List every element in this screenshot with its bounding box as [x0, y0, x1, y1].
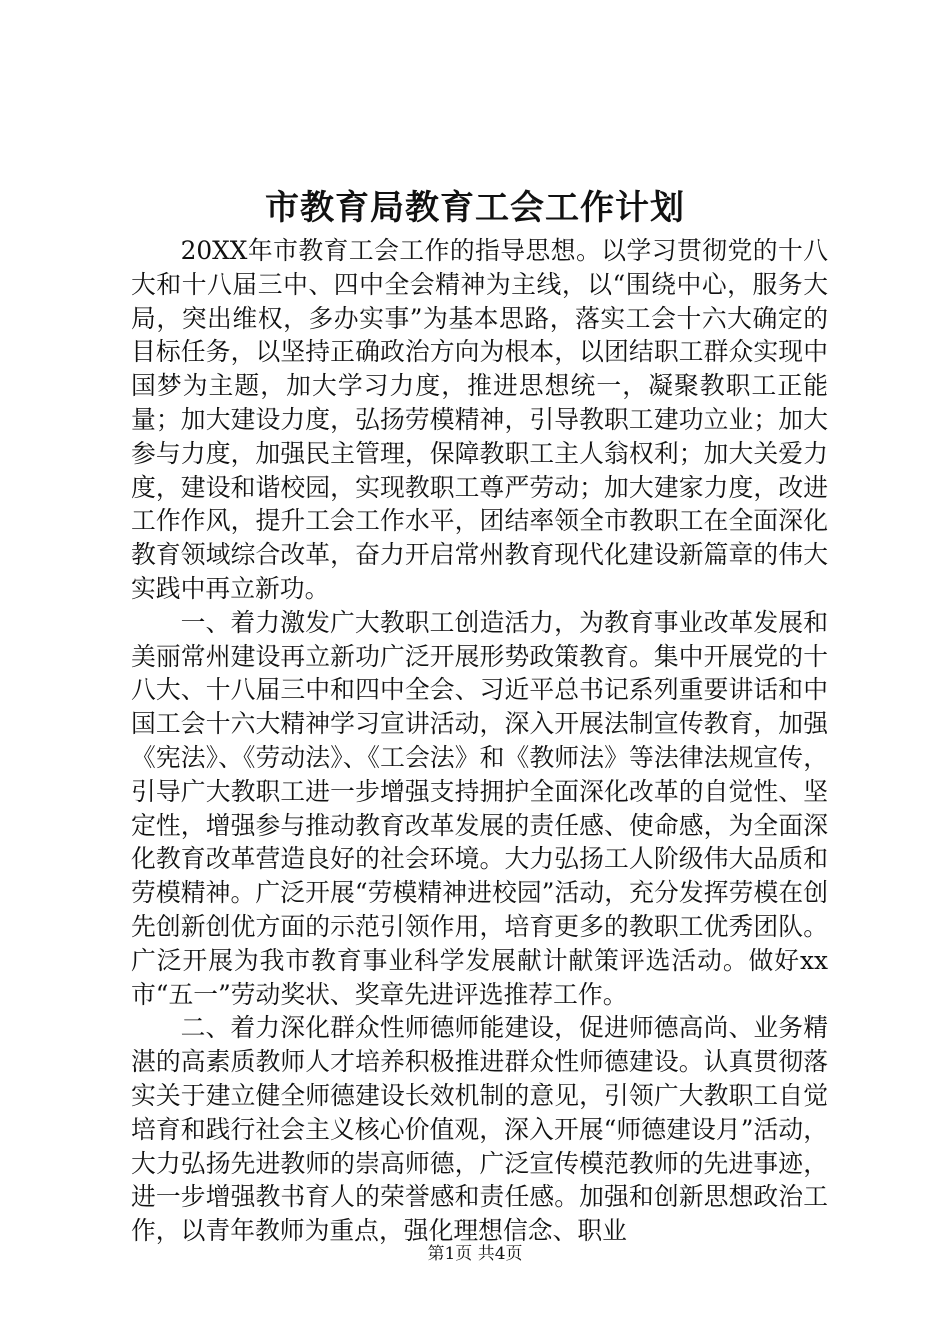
paragraph-guiding-ideology: 20XX年市教育工会工作的指导思想。以学习贯彻党的十八大和十八届三中、四中全会精神为主线，以“围绕中心，服务大局，突出维权，多办实事”为基本思路，落实工会十六大确定的目标任务，以坚持正确政治方向为根本，以团结职工群众实现中国梦为主题，加大学习力度，推进思想统一，凝聚教职工正能量；加大建设力度，弘扬劳模精神，引导教职工建功立业；加大参与力度，加强民主管理，保障教职工主人翁权利；加大关爱力度，建设和谐校园，实现教职工尊严劳动；加大建家力度，改进工作作风，提升工会工作水平，团结率领全市教职工在全面深化教育领域综合改革，奋力开启常州教育现代化建设新篇章的伟大实践中再立新功。	[131, 236, 828, 603]
paragraph-section-one: 一、着力激发广大教职工创造活力，为教育事业改革发展和美丽常州建设再立新功广泛开展形势政策教育。集中开展党的十八大、十八届三中和四中全会、习近平总书记系列重要讲话和中国工会十六大精神学习宣讲活动，深入开展法制宣传教育，加强《宪法》、《劳动法》、《工会法》和《教师法》等法律法规宣传，引导广大教职工进一步增强支持拥护全面深化改革的自觉性、坚定性，增强参与推动教育改革发展的责任感、使命感，为全面深化教育改革营造良好的社会环境。大力弘扬工人阶级伟大品质和劳模精神。广泛开展“劳模精神进校园”活动，充分发挥劳模在创先创新创优方面的示范引领作用，培育更多的教职工优秀团队。广泛开展为我市教育事业科学发展献计献策评选活动。做好xx市“五一”劳动奖状、奖章先进评选推荐工作。	[131, 607, 828, 1009]
document-body	[131, 234, 828, 1248]
page-number-footer: 第1页 共4页	[427, 1244, 523, 1264]
document-title: 市教育局教育工会工作计划	[265, 188, 685, 228]
paragraph-section-two: 二、着力深化群众性师德师能建设，促进师德高尚、业务精湛的高素质教师人才培养积极推进群众性师德建设。认真贯彻落实关于建立健全师德建设长效机制的意见，引领广大教职工自觉培育和践行社会主义核心价值观，深入开展“师德建设月”活动，大力弘扬先进教师的崇高师德，广泛宣传模范教师的先进事迹，进一步增强教书育人的荣誉感和责任感。加强和创新思想政治工作，以青年教师为重点，强化理想信念、职业	[131, 1013, 828, 1246]
